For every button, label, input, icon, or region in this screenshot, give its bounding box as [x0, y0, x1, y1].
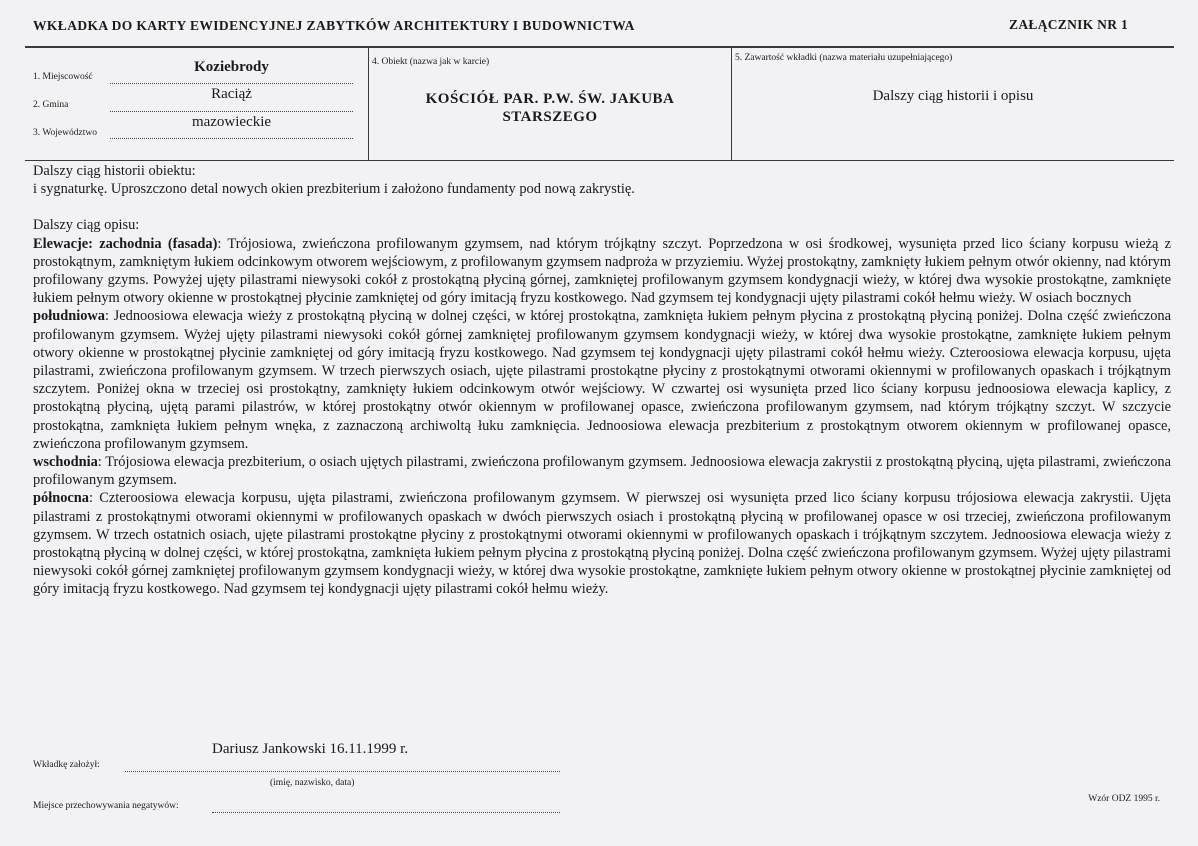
- description-heading: Dalszy ciąg opisu:: [33, 217, 140, 234]
- west-elevation-paragraph: [33, 235, 1171, 308]
- commune-label: 2. Gmina: [33, 100, 69, 110]
- south-elevation-paragraph: [33, 307, 1171, 453]
- negatives-label: Miejsce przechowywania negatywów:: [33, 801, 179, 811]
- north-elevation-term: północna: [33, 490, 89, 507]
- form-title: WKŁADKA DO KARTY EWIDENCYJNEJ ZABYTKÓW ARCHITEKTURY I BUDOWNICTWA: [33, 18, 635, 33]
- identification-box: [25, 46, 1174, 161]
- place-label: 1. Miejscowość: [33, 72, 93, 82]
- annex-number: ZAŁĄCZNIK NR 1: [1009, 17, 1128, 32]
- author-label: Wkładkę założył:: [33, 760, 100, 770]
- box-divider: [731, 48, 732, 160]
- object-name-line1: KOŚCIÓŁ PAR. P.W. ŚW. JAKUBA: [425, 91, 675, 107]
- south-elevation-term: południowa: [33, 308, 105, 325]
- history-text: i sygnaturkę. Uproszczono detal nowych okien prezbiterium i założono fundamenty pod nową zakrystię.: [33, 181, 635, 198]
- south-elevation-text: : Jednoosiowa elewacja wieży z prostokątną płyciną w dolnej części, w której prostokątna, zamknięta łukiem pełnym płycina z prostokątną płyciną poniżej. Dolna część zwieńczona profilowanym gzymsem. Wyżej ujęty pilastrami niewysoki cokół górnej zamkniętej profilowanym gzymsem kondygnacji wieży, w której dwa wysokie prostokątne, zamknięte łukiem pełnym otwory okienne w prostokątnej płycinie zamkniętej od góry imitacją fryzu kostkowego. Nad gzymsem tej kondygnacji ujęty pilastrami cokół hełmu wieży. Czteroosiowa elewacja korpusu, ujęta pilastrami, zwieńczona profilowanym gzymsem. W trzech pierwszych osiach, ujęte pilastrami prostokątne płyciny z prostokątnymi otworami okiennymi w profilowanych opaskach i trójkątnym szczytem. Poniżej okna w trzeciej osi prostokątny, zamknięty łukiem odcinkowym otwór wejściowy. W czwartej osi wysunięta przed lico ściany korpusu jednoosiowa elewacja kaplicy, z prostokątną płyciną, ujętą parami pilastrów, w której prostokątny otwór okiennym w profilowanej opasce, zwieńczona profilowanym gzymsem, nad którym trójkątny szczyt. W szczycie prostokątna, zamknięta łukiem pełnym wnęka, z zaznaczoną archiwoltą łuku zamknięcia. Jednoosiowa elewacja prezbiterium z prostokątnym otworem okiennym w profilowanej opasce, zwieńczona profilowanym gzymsem.: [33, 308, 1171, 452]
- north-elevation-text: : Czteroosiowa elewacja korpusu, ujęta pilastrami, zwieńczona profilowanym gzymsem. W pierwszej osi wysunięta przed lico ściany korpusu trójosiowa elewacja zakrystii. Ujęta pilastrami z prostokątnymi otworami okiennymi w profilowanych opaskach w dwóch pierwszych osiach i prostokątną płyciną w profilowanej opasce w osi trzeciej, zwieńczona profilowanym gzymsem. W trzech ostatnich osiach, ujęte pilastrami prostokątne płyciny z prostokątnymi otworami okiennymi w profilowanych opaskach i trójkątnym szczytem. Jednoosiowa elewacja wieży z prostokątną płyciną w dolnej części, w której prostokątna, zamknięta łukiem pełnym płycina z prostokątną płyciną poniżej. Dolna część zwieńczona profilowanym gzymsem. Wyżej ujęty pilastrami niewysoki cokół górnej zamkniętej profilowanym gzymsem kondygnacji wieży, w której dwa wysokie prostokątne, zamknięte łukiem pełnym otwory okienne w prostokątnej płycinie zamkniętej od góry imitacją fryzu kostkowego. Nad gzymsem tej kondygnacji ujęty pilastrami cokół hełmu wieży.: [33, 490, 1171, 598]
- province-value: mazowieckie: [191, 114, 272, 130]
- province-label: 3. Województwo: [33, 128, 97, 138]
- east-elevation-paragraph: [33, 453, 1171, 489]
- east-elevation-text: : Trójosiowa elewacja prezbiterium, o osiach ujętych pilastrami, zwieńczona profilowanym gzymsem. Jednoosiowa elewacja zakrystii z prostokątną płyciną, ujęta pilastrami, zwieńczona profilowanym gzymsem.: [33, 454, 1171, 489]
- author-hint: (imię, nazwisko, data): [270, 778, 355, 788]
- commune-dotted-line: [110, 111, 353, 112]
- document-body: [33, 162, 1171, 599]
- object-name-line2: STARSZEGO: [502, 109, 598, 125]
- negatives-dotted-line: [212, 812, 560, 813]
- place-dotted-line: [110, 83, 353, 84]
- author-value: Dariusz Jankowski 16.11.1999 r.: [212, 741, 409, 757]
- box-divider: [368, 48, 369, 160]
- east-elevation-term: wschodnia: [33, 454, 98, 471]
- history-heading: Dalszy ciąg historii obiektu:: [33, 163, 196, 179]
- object-name: [375, 90, 725, 126]
- author-dotted-line: [125, 771, 560, 772]
- contents-value: Dalszy ciąg historii i opisu: [872, 88, 1034, 104]
- province-dotted-line: [110, 138, 353, 139]
- north-elevation-paragraph: [33, 489, 1171, 598]
- west-elevation-text: : Trójosiowa, zwieńczona profilowanym gzymsem, nad którym trójkątny szczyt. Poprzedzona w osi środkowej, wysunięta przed lico ściany korpusu wieżą z prostokątnym, zamkniętym łukiem odcinkowym otworem wejściowym, z profilowanym gzymsem nadproża w przyziemiu. Wyżej prostokątny, zamknięty łukiem pełnym otwór okienny, nad którym profilowany gzyms. Powyżej ujęty pilastrami niewysoki cokół z prostokątną płyciną górnej, zamkniętej profilowanym gzymsem kondygnacji wieży, w której dwa wysokie prostokątne, zamknięte łukiem pełnym otwory okienne w prostokątnej płycinie zamkniętej od góry imitacją fryzu kostkowego. Nad gzymsem tej kondygnacji ujęty pilastrami cokół hełmu wieży. W osiach bocznych: [33, 235, 1172, 307]
- contents-label: 5. Zawartość wkładki (nazwa materiału uzupełniającego): [735, 53, 953, 63]
- template-version: Wzór ODZ 1995 r.: [1088, 794, 1160, 804]
- commune-value: Raciąż: [211, 86, 252, 102]
- west-elevation-term: Elewacje: zachodnia (fasada): [33, 235, 218, 252]
- object-label: 4. Obiekt (nazwa jak w karcie): [372, 57, 490, 67]
- place-value: Koziebrody: [194, 59, 269, 75]
